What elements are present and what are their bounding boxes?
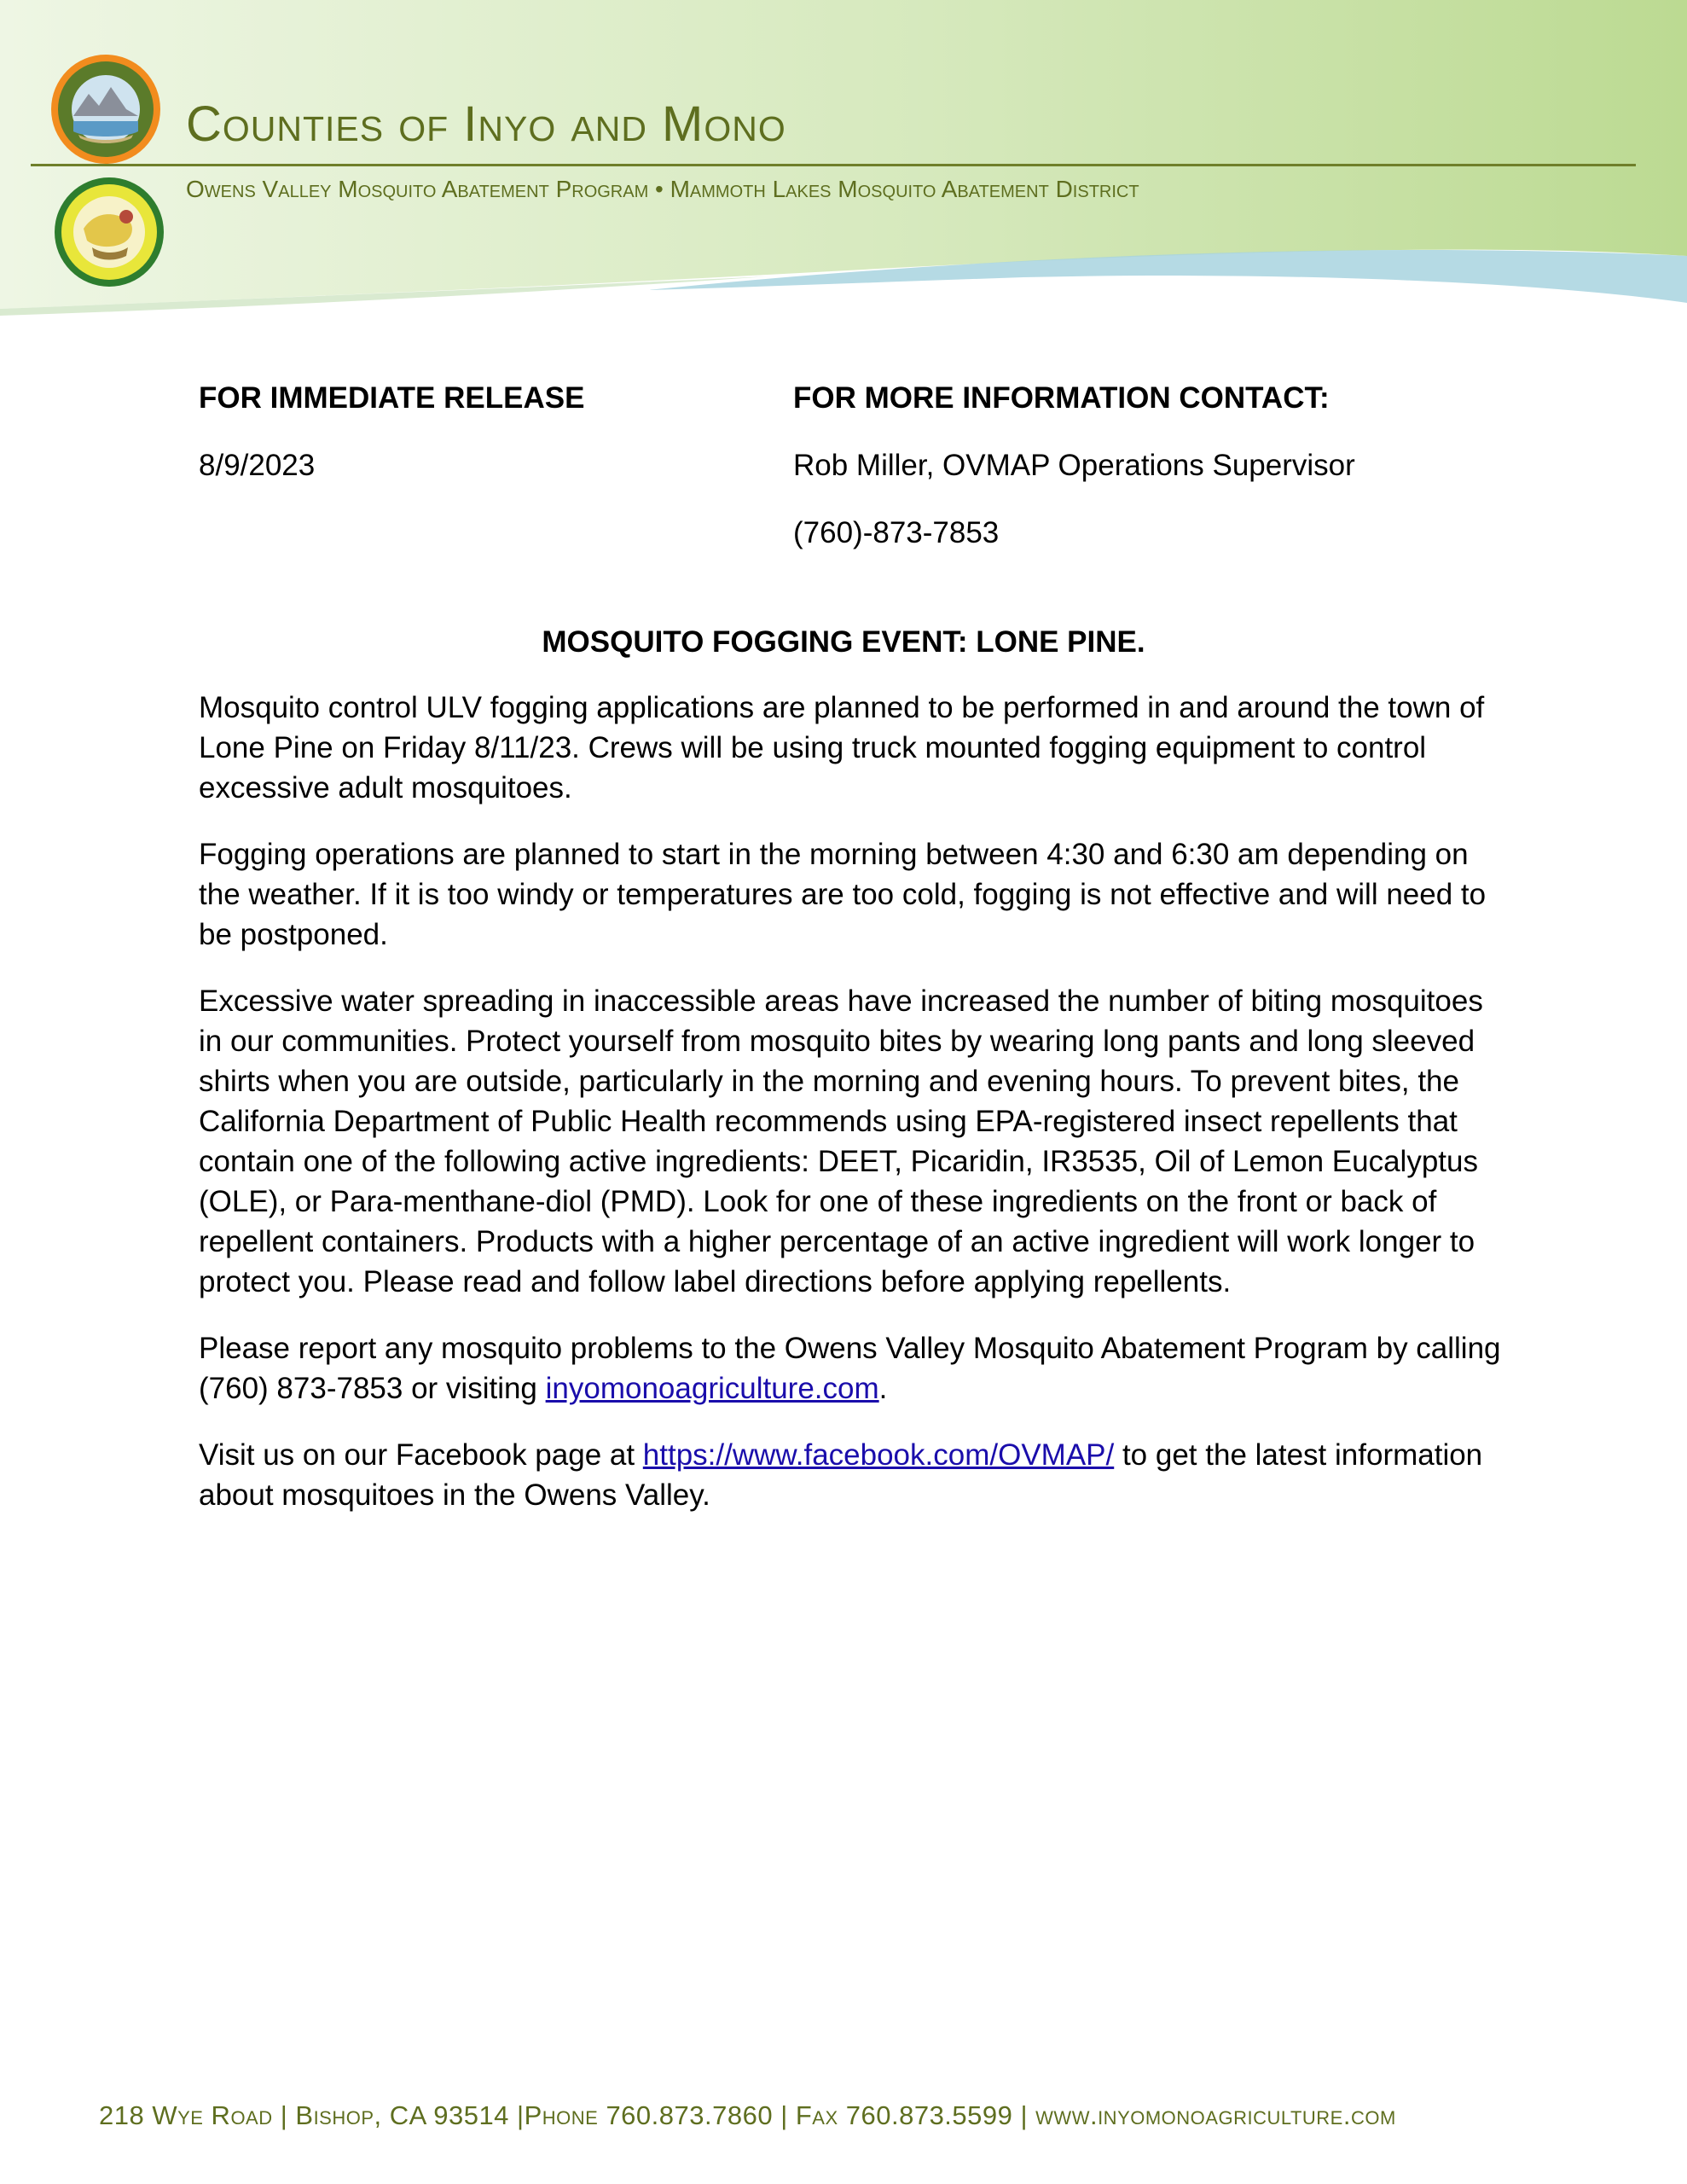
header-subtitle: Owens Valley Mosquito Abatement Program • Mammoth Lakes Mosquito Abatement District bbox=[186, 176, 1139, 202]
paragraph-timing: Fogging operations are planned to start in the morning between 4:30 and 6:30 am depending on the weather. If it is too windy or temperatures are too cold, fogging is not effective and will need to be postponed. bbox=[199, 838, 1487, 951]
report-text-end: . bbox=[878, 1372, 888, 1405]
facebook-text-end: to get the latest information about mosquitoes in the Owens Valley. bbox=[199, 1438, 1483, 1512]
agriculture-website-link[interactable]: inyomonoagriculture.com bbox=[545, 1372, 879, 1405]
facebook-text: Visit us on our Facebook page at bbox=[199, 1438, 643, 1472]
header-divider bbox=[31, 164, 1636, 166]
header-title: Counties of Inyo and Mono bbox=[186, 96, 786, 152]
paragraph-facebook bbox=[199, 1435, 1504, 1515]
paragraph-protection: Excessive water spreading in inaccessible areas have increased the number of biting mosquitoes in our communities. Protect yourself from mosquito bites by wearing long pants and long sleeved shirts when you are outside, particularly in the morning and evening hours. To prevent bites, the California Department of Public Health recommends using EPA-registered insect repellents that contain one of the following active ingredients: DEET, Picaridin, IR3535, Oil of Lemon Eucalyptus (OLE), or Para-menthane-diol (PMD). Look for one of these ingredients on the front or back of repellent containers. Products with a higher percentage of an active ingredient will work longer to protect you. Please read and follow label directions before applying repellents. bbox=[199, 985, 1483, 1298]
release-label: FOR IMMEDIATE RELEASE bbox=[199, 381, 585, 415]
paragraph-schedule: Mosquito control ULV fogging applications are planned to be performed in and around the town of Lone Pine on Friday 8/11/23. Crews will be using truck mounted fogging equipment to control excessive adult mosquitoes. bbox=[199, 691, 1485, 804]
mono-county-seal bbox=[53, 176, 165, 288]
header-banner bbox=[0, 0, 1687, 316]
report-text: Please report any mosquito problems to the Owens Valley Mosquito Abatement Program by calling (760) 873-7853 or visiting bbox=[199, 1332, 1501, 1405]
inyo-county-seal bbox=[49, 53, 162, 166]
headline: MOSQUITO FOGGING EVENT: LONE PINE. bbox=[542, 625, 1145, 659]
footer-address: 218 Wye Road | Bishop, CA 93514 |Phone 760.873.7860 | Fax 760.873.5599 | www.inyomonoagriculture.com bbox=[99, 2100, 1396, 2130]
body-text bbox=[199, 688, 1504, 1542]
facebook-link[interactable]: https://www.facebook.com/OVMAP/ bbox=[642, 1438, 1115, 1472]
release-date: 8/9/2023 bbox=[199, 449, 316, 482]
contact-label: FOR MORE INFORMATION CONTACT: bbox=[793, 381, 1330, 415]
paragraph-report bbox=[199, 1328, 1504, 1409]
contact-phone: (760)-873-7853 bbox=[793, 516, 1000, 549]
contact-name: Rob Miller, OVMAP Operations Supervisor bbox=[793, 449, 1355, 482]
